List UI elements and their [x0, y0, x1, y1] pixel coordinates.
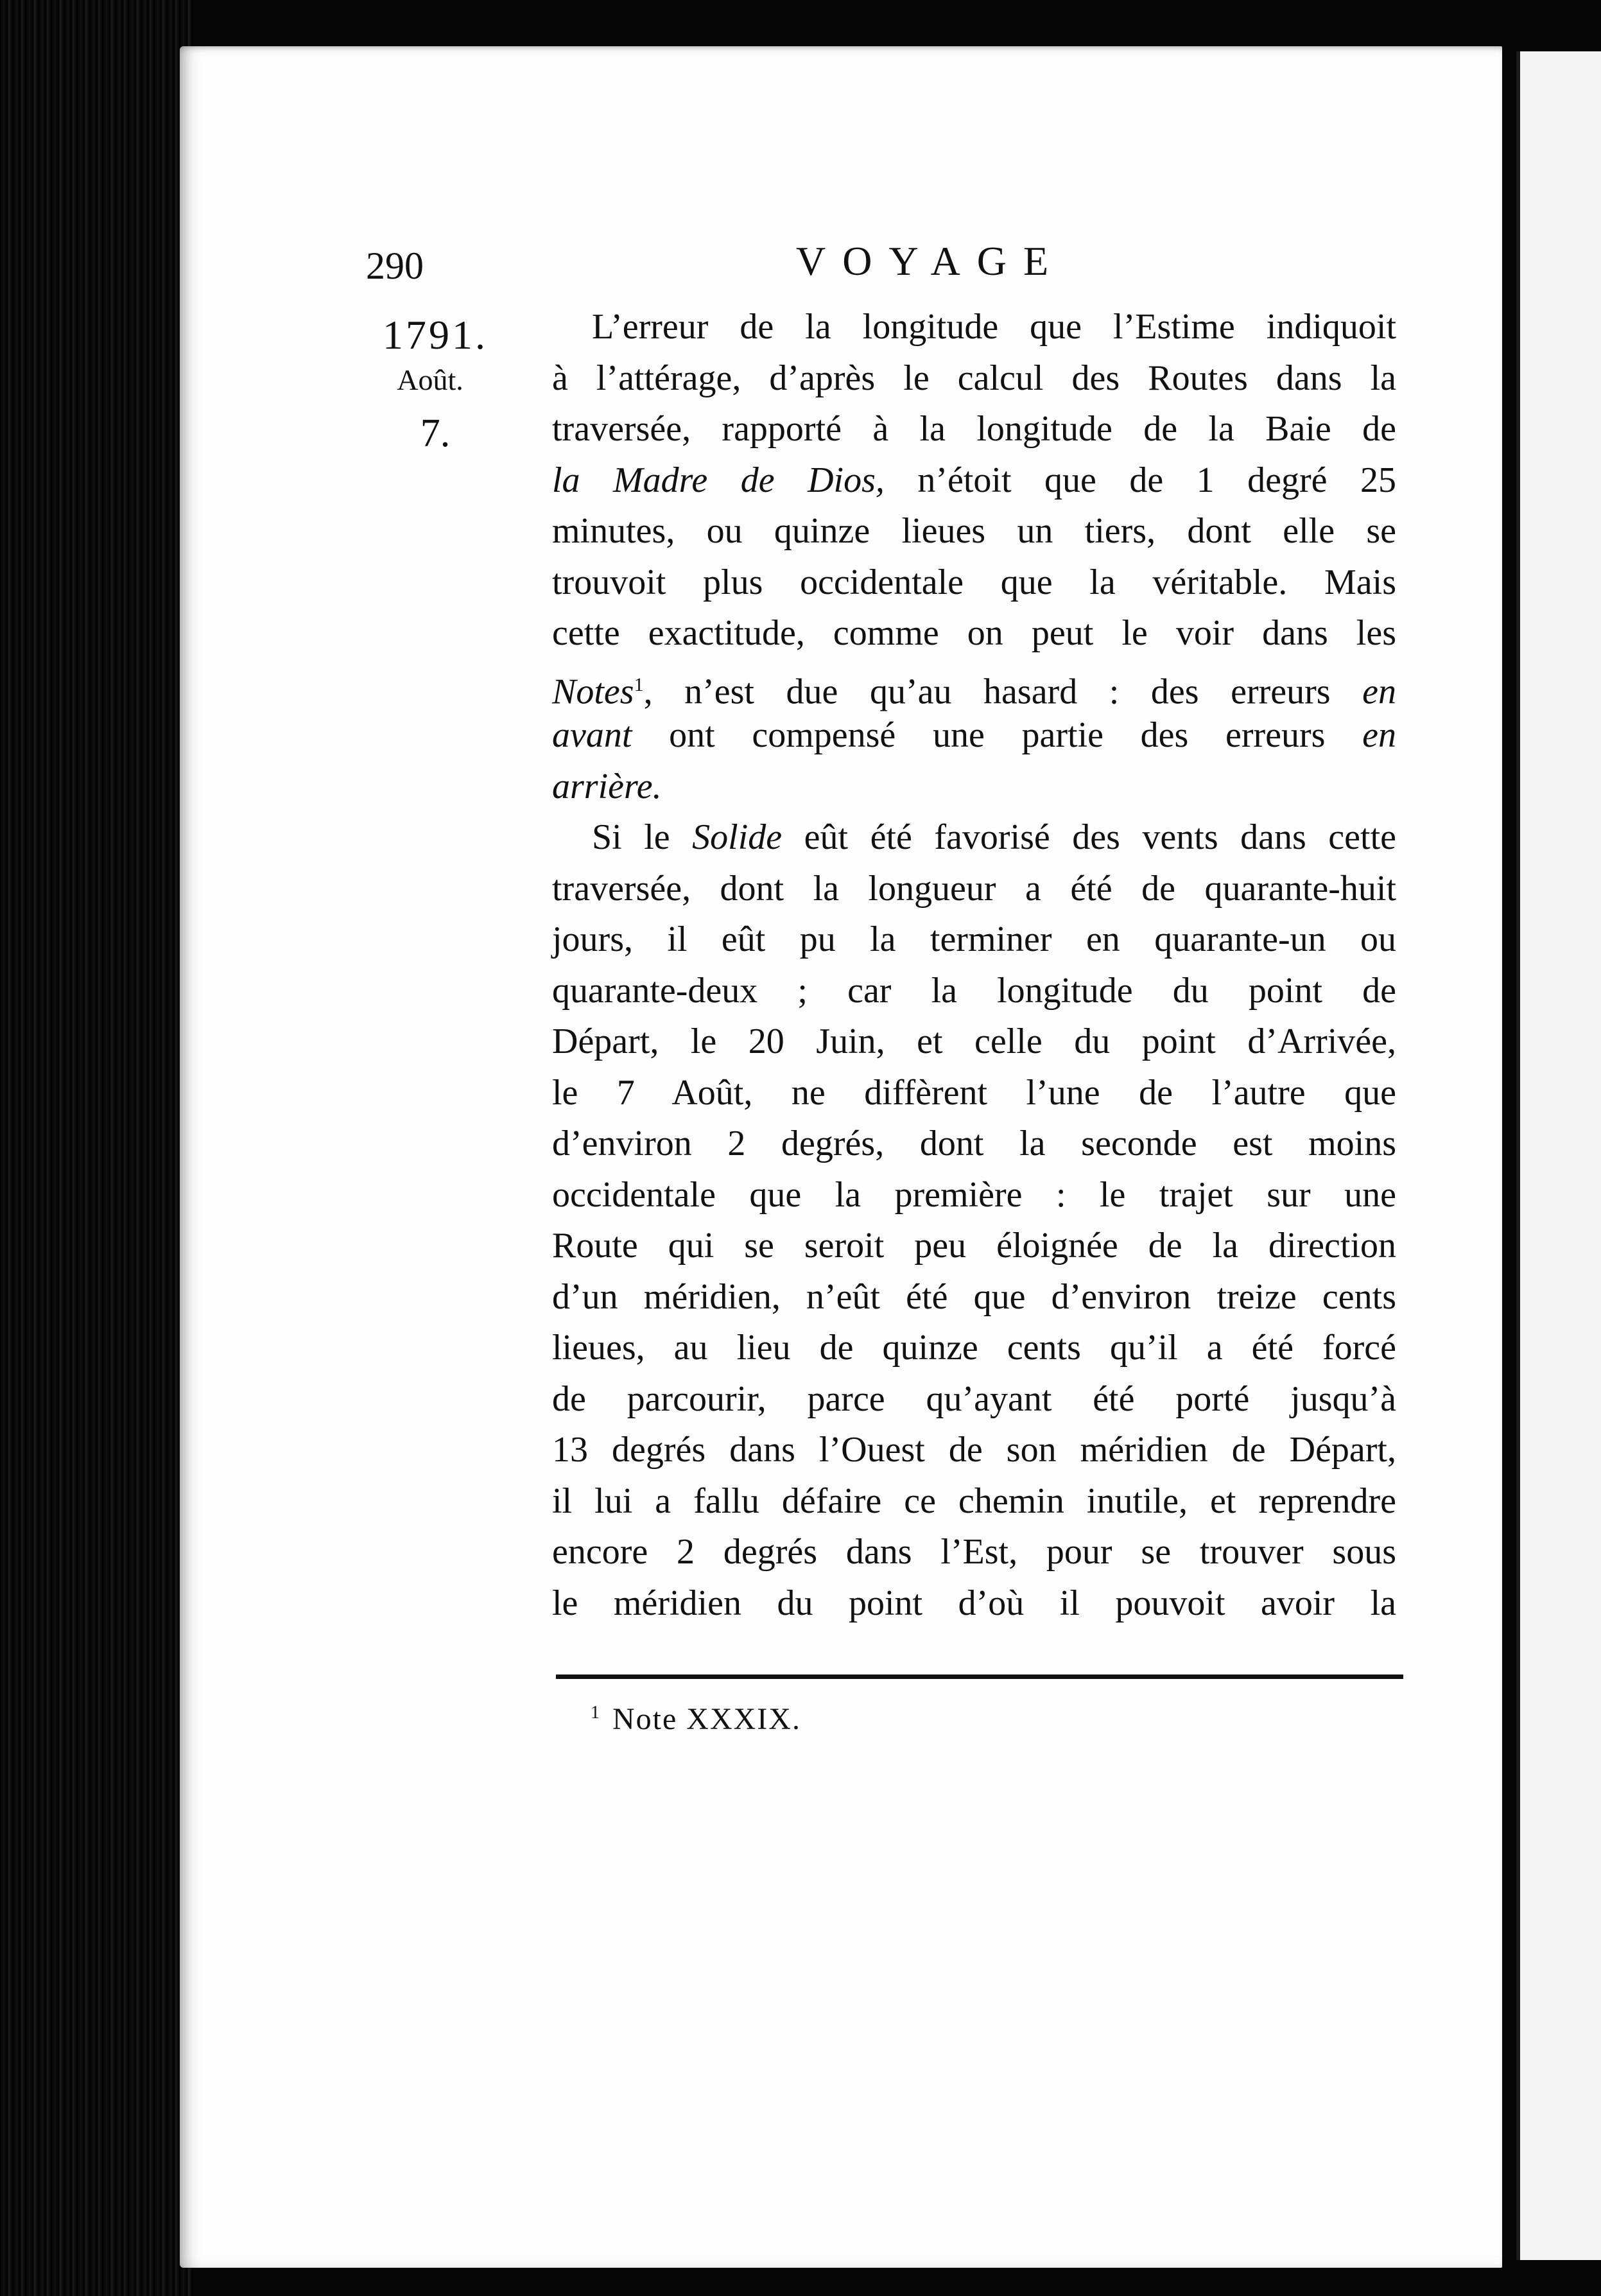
page-number: 290 [366, 245, 424, 287]
running-title: VOYAGE [796, 238, 1066, 284]
next-page-edge [1516, 51, 1601, 2260]
text-line: traversée, dont la longueur a été de quarante-huit [552, 868, 1396, 909]
margin-day: 7. [420, 412, 451, 455]
text-line: trouvoit plus occidentale que la véritable. Mais [552, 562, 1396, 602]
text-line: occidentale que la première : le trajet sur une [552, 1174, 1396, 1215]
text-line: Si le Solide eût été favorisé des vents dans cette [592, 817, 1396, 857]
text-line: cette exactitude, comme on peut le voir dans les [552, 613, 1396, 653]
text-line: lieues, au lieu de quinze cents qu’il a été forcé [552, 1328, 1396, 1368]
margin-year: 1791. [383, 312, 488, 358]
margin-month: Août. [397, 363, 463, 396]
footnote-marker: 1 [591, 1703, 601, 1723]
footnote-reference: 1 [634, 674, 644, 695]
text-line: L’erreur de la longitude que l’Estime indiquoit [592, 307, 1396, 347]
footnote-rule [556, 1674, 1403, 1679]
footnote-text: Note XXXIX. [612, 1702, 801, 1736]
text-line: traversée, rapporté à la longitude de la Baie de [552, 409, 1396, 449]
book-binding-edge [0, 0, 193, 2296]
footnote [591, 1701, 801, 1737]
text-line: d’un méridien, n’eût été que d’environ treize cents [552, 1276, 1396, 1317]
text-line: la Madre de Dios, n’étoit que de 1 degré 25 [552, 460, 1396, 500]
text-line: quarante-deux ; car la longitude du point de [552, 970, 1396, 1011]
text-line: d’environ 2 degrés, dont la seconde est moins [552, 1124, 1396, 1163]
text-line: Notes$^1$, n’est due qu’au hasard : des erreurs en [552, 672, 1396, 712]
text-line: 13 degrés dans l’Ouest de son méridien de Départ, [552, 1430, 1396, 1470]
text-line: avant ont compensé une partie des erreurs en [552, 715, 1396, 755]
text-line: Route qui se seroit peu éloignée de la direction [552, 1226, 1396, 1265]
text-line: le méridien du point d’où il pouvoit avoir la [552, 1583, 1396, 1623]
text-line: Départ, le 20 Juin, et celle du point d’Arrivée, [552, 1022, 1396, 1061]
ship-name-italic: Solide [692, 817, 783, 857]
body-text [552, 302, 1396, 1629]
text-line: encore 2 degrés dans l’Est, pour se trouver sous [552, 1532, 1396, 1572]
text-line: de parcourir, parce qu’ayant été porté jusqu’à [552, 1378, 1396, 1419]
text-line: minutes, ou quinze lieues un tiers, dont elle se [552, 511, 1396, 551]
text-line: jours, il eût pu la terminer en quarante-un ou [552, 919, 1396, 959]
place-name-italic: la Madre de Dios, [552, 460, 885, 500]
text-line: arrière. [552, 766, 662, 806]
text-line: le 7 Août, ne diffèrent l’une de l’autre que [552, 1072, 1396, 1113]
text-line: il lui a fallu défaire ce chemin inutile, et reprendre [552, 1481, 1396, 1521]
text-line: à l’attérage, d’après le calcul des Routes dans la [552, 358, 1396, 398]
